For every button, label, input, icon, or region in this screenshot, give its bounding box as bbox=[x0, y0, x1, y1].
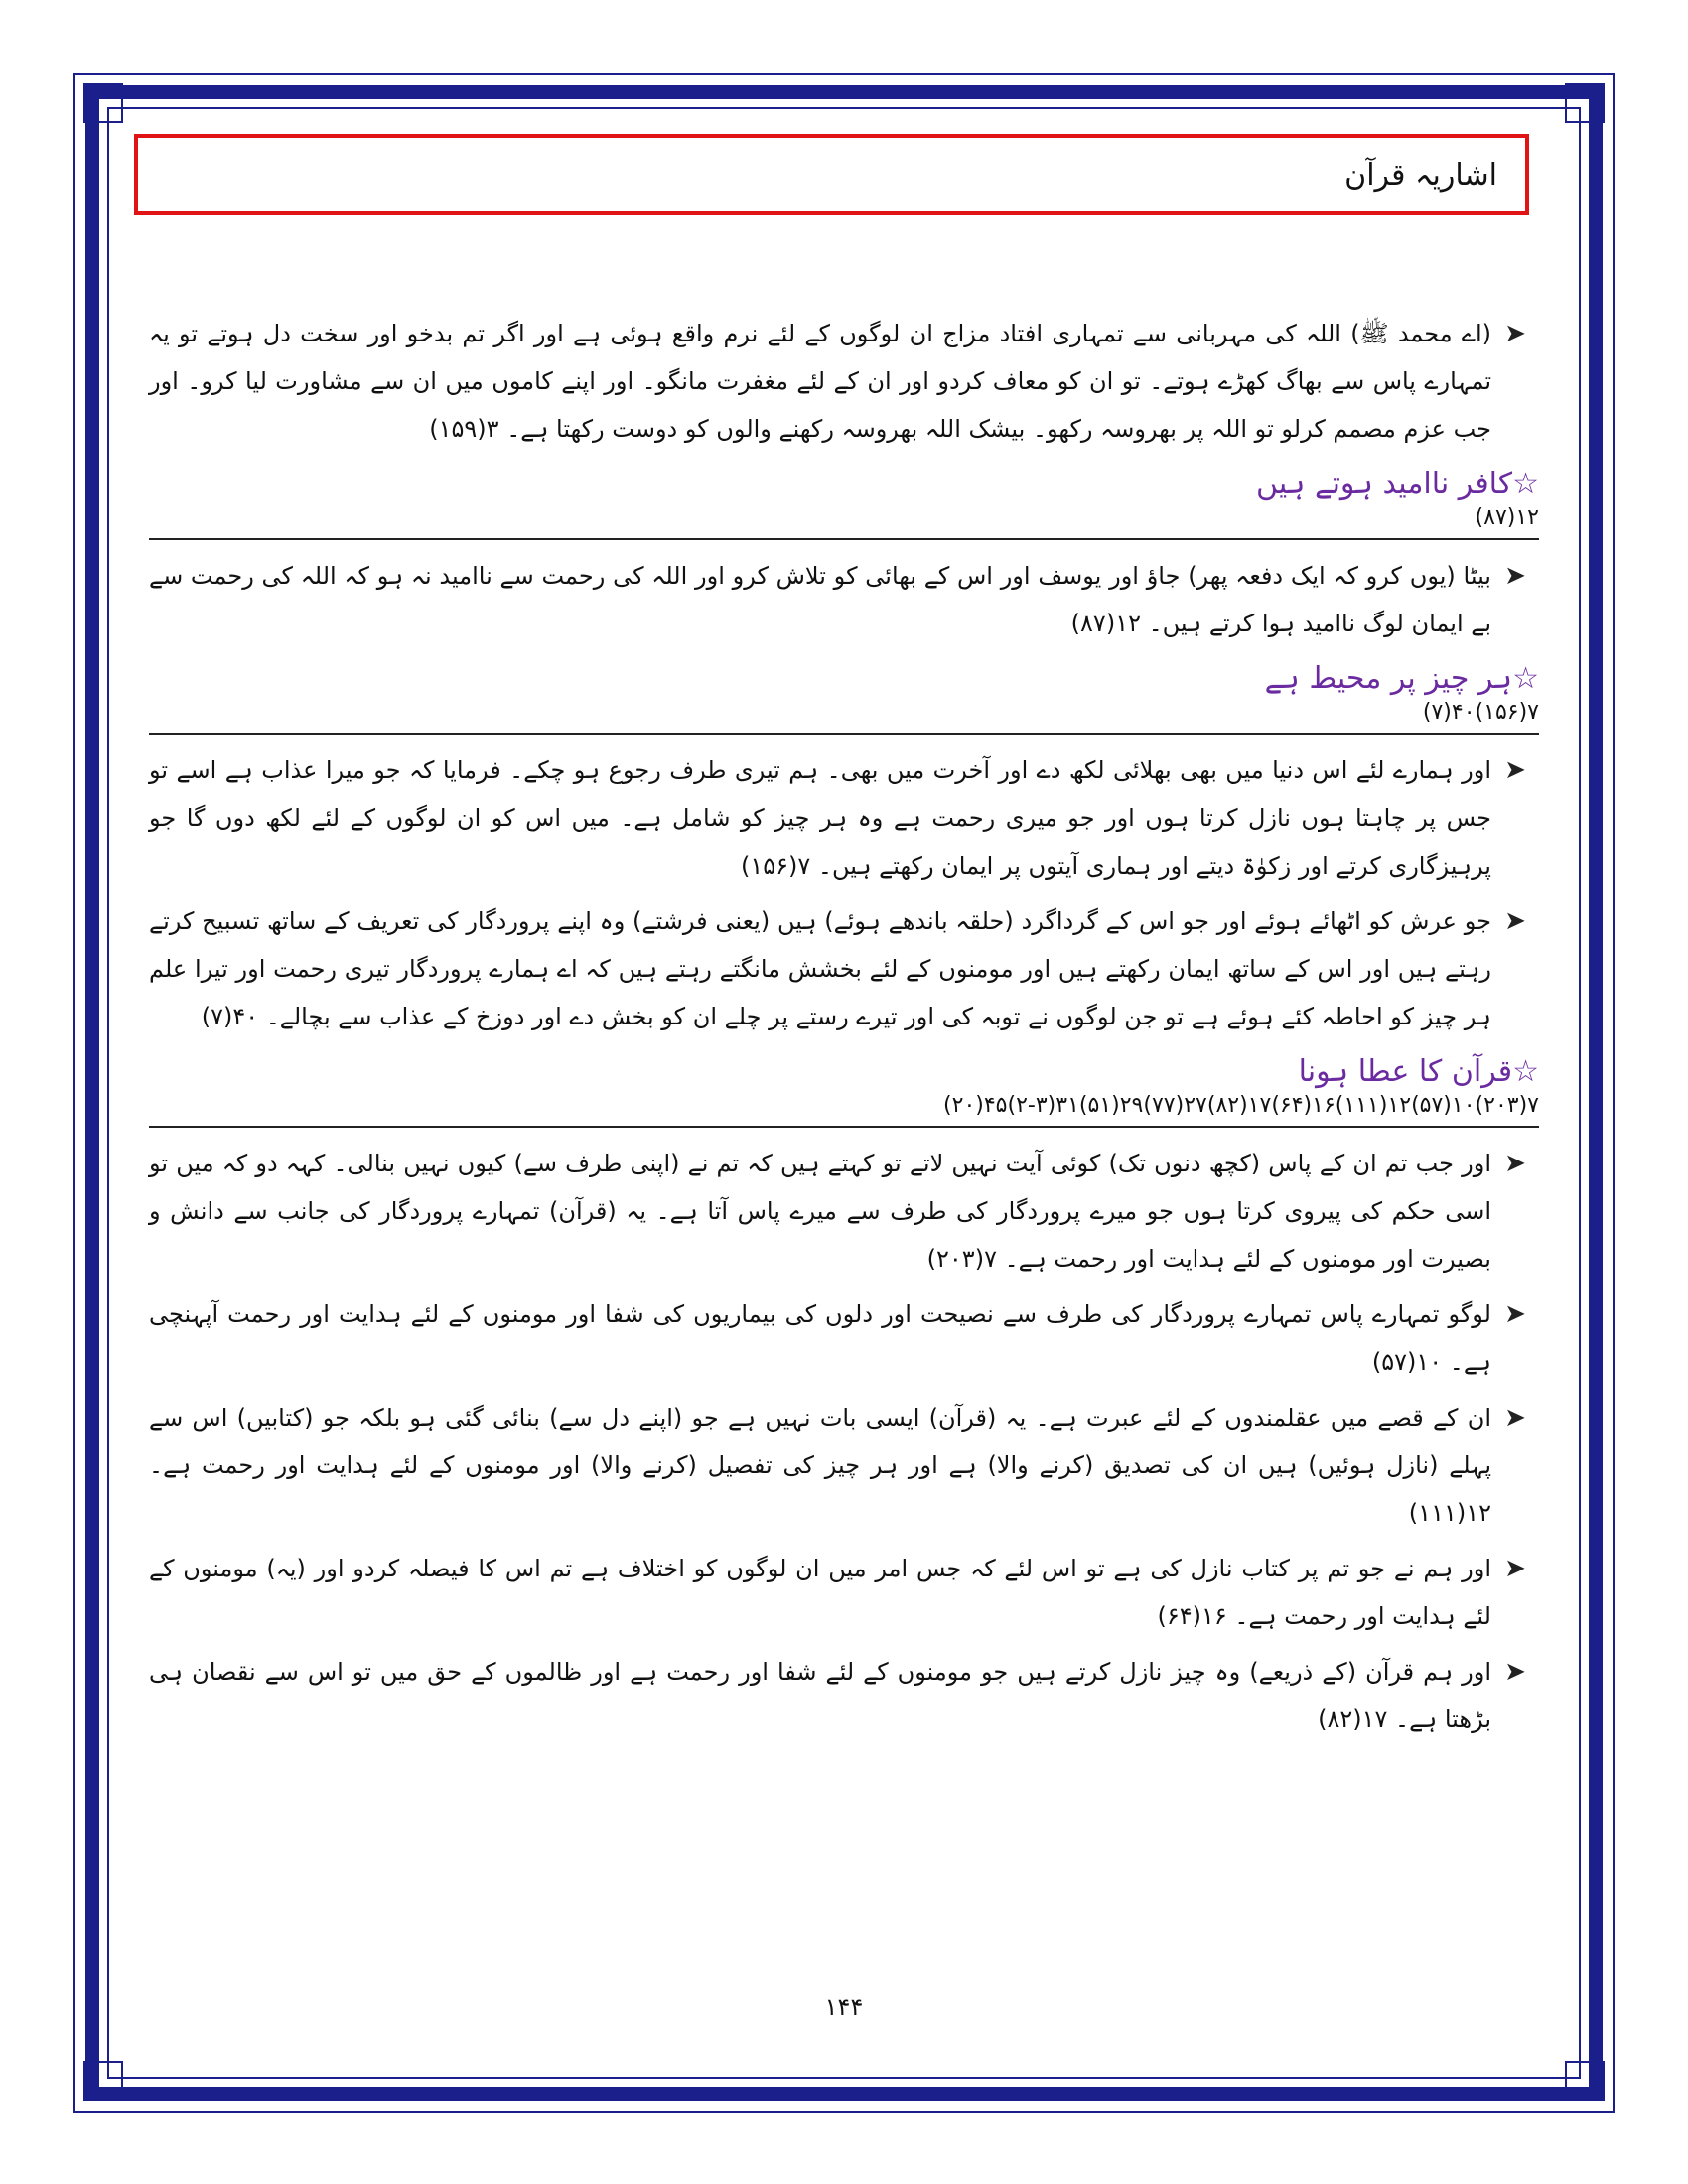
divider bbox=[149, 1126, 1539, 1128]
corner-ornament bbox=[1565, 2061, 1605, 2101]
arrow-bullet-icon: ➤ bbox=[1504, 1299, 1526, 1329]
page-title: اشاریہ قرآن bbox=[1344, 157, 1497, 193]
paragraph-text: (اے محمد ﷺ) اللہ کی مہربانی سے تمہاری افتاد مزاج ان لوگوں کے لئے نرم واقع ہوئی ہے اور اگر تم بدخو اور سخت دل ہوتے تو یہ تمہارے پاس سے بھاگ کھڑے ہوتے۔ تو ان کو معاف کردو اور ان کے لئے مغفرت مانگو۔ اور اپنے کاموں میں ان سے مشاورت لیا کرو۔ اور جب عزم مصمم کرلو تو اللہ پر بھروسہ رکھو۔ بیشک اللہ بھروسہ رکھنے والوں کو دوست رکھتا ہے۔ ۳(۱۵۹) bbox=[149, 320, 1491, 443]
arrow-bullet-icon: ➤ bbox=[1504, 561, 1526, 591]
section-reference: ۷(۱۵۶)۴۰(۷) bbox=[1422, 700, 1539, 725]
section-reference: ۷(۲۰۳)۱۰(۵۷)۱۲(۱۱۱)۱۶(۶۴)۱۷(۸۲)۲۷(۷۷)۲۹(۵۱)۳۱(۲-۳)۴۵(۲۰) bbox=[943, 1093, 1539, 1118]
header-box bbox=[134, 134, 1529, 215]
list-item bbox=[149, 1648, 1539, 1743]
list-item bbox=[149, 897, 1539, 1040]
paragraph-text: اور ہمارے لئے اس دنیا میں بھی بھلائی لکھ دے اور آخرت میں بھی۔ ہم تیری طرف رجوع ہو چکے۔ فرمایا کہ جو میرا عذاب ہے اسے تو جس پر چاہتا ہوں نازل کرتا ہوں اور جو میری رحمت ہے وہ ہر چیز کو شامل ہے۔ میں اس کو ان لوگوں کے لئے لکھ دوں گا جو پرہیزگاری کرتے اور زکوٰۃ دیتے اور ہماری آیتوں پر ایمان رکھتے ہیں۔ ۷(۱۵۶) bbox=[149, 756, 1491, 880]
list-item bbox=[149, 1291, 1539, 1386]
main-content bbox=[149, 310, 1539, 1751]
divider bbox=[149, 538, 1539, 540]
paragraph-text: اور ہم نے جو تم پر کتاب نازل کی ہے تو اس لئے کہ جس امر میں ان لوگوں کو اختلاف ہے تم اس کا فیصلہ کردو اور (یہ) مومنوں کے لئے ہدایت اور رحمت ہے۔ ۱۶(۶۴) bbox=[149, 1555, 1491, 1630]
section-title: ☆کافر ناامید ہوتے ہیں bbox=[1256, 467, 1539, 501]
arrow-bullet-icon: ➤ bbox=[1504, 1149, 1526, 1178]
list-item bbox=[149, 1140, 1539, 1283]
arrow-bullet-icon: ➤ bbox=[1504, 1657, 1526, 1687]
corner-ornament bbox=[1565, 83, 1605, 123]
arrow-bullet-icon: ➤ bbox=[1504, 1554, 1526, 1583]
list-item bbox=[149, 310, 1539, 453]
list-item bbox=[149, 747, 1539, 889]
divider bbox=[149, 733, 1539, 735]
list-item bbox=[149, 552, 1539, 647]
section-reference: ۱۲(۸۷) bbox=[1475, 505, 1539, 530]
arrow-bullet-icon: ➤ bbox=[1504, 1403, 1526, 1433]
paragraph-text: اور جب تم ان کے پاس (کچھ دنوں تک) کوئی آیت نہیں لاتے تو کہتے ہیں کہ تم نے (اپنی طرف سے) کیوں نہیں بنالی۔ کہہ دو کہ میں تو اسی حکم کی پیروی کرتا ہوں جو میرے پروردگار کی طرف سے میرے پاس آتا ہے۔ یہ (قرآن) تمہارے پروردگار کی جانب سے دانش و بصیرت اور مومنوں کے لئے ہدایت اور رحمت ہے۔ ۷(۲۰۳) bbox=[149, 1150, 1491, 1273]
arrow-bullet-icon: ➤ bbox=[1504, 906, 1526, 936]
paragraph-text: جو عرش کو اٹھائے ہوئے اور جو اس کے گرداگرد (حلقہ باندھے ہوئے) ہیں (یعنی فرشتے) وہ اپنے پروردگار کی تعریف کے ساتھ تسبیح کرتے رہتے ہیں اور اس کے ساتھ ایمان رکھتے ہیں اور مومنوں کے لئے بخشش مانگتے رہتے ہیں کہ اے ہمارے پروردگار تیری رحمت اور تیرا علم ہر چیز کو احاطہ کئے ہوئے ہے تو جن لوگوں نے توبہ کی اور تیرے رستے پر چلے ان کو بخش دے اور دوزخ کے عذاب سے بچالے۔ ۴۰(۷) bbox=[149, 907, 1491, 1030]
arrow-bullet-icon: ➤ bbox=[1504, 319, 1526, 348]
list-item bbox=[149, 1394, 1539, 1537]
paragraph-text: ان کے قصے میں عقلمندوں کے لئے عبرت ہے۔ یہ (قرآن) ایسی بات نہیں ہے جو (اپنے دل سے) بنائی گئی ہو بلکہ جو (کتابیں) اس سے پہلے (نازل ہوئیں) ہیں ان کی تصدیق (کرنے والا) ہے اور ہر چیز کی تفصیل (کرنے والا) اور مومنوں کے لئے ہدایت اور رحمت ہے۔ ۱۲(۱۱۱) bbox=[149, 1404, 1491, 1527]
section-quran-bestowed bbox=[149, 1054, 1539, 1743]
section-title: ☆قرآن کا عطا ہونا bbox=[1298, 1054, 1539, 1089]
corner-ornament bbox=[83, 2061, 123, 2101]
section-title: ☆ہر چیز پر محیط ہے bbox=[1264, 661, 1539, 696]
paragraph-text: لوگو تمہارے پاس تمہارے پروردگار کی طرف سے نصیحت اور دلوں کی بیماریوں کی شفا اور مومنوں کے لئے ہدایت اور رحمت آپہنچی ہے۔ ۱۰(۵۷) bbox=[149, 1300, 1491, 1376]
paragraph-text: اور ہم قرآن (کے ذریعے) وہ چیز نازل کرتے ہیں جو مومنوں کے لئے شفا اور رحمت ہے اور ظالموں کے حق میں تو اس سے نقصان ہی بڑھتا ہے۔ ۱۷(۸۲) bbox=[149, 1658, 1491, 1733]
list-item bbox=[149, 1545, 1539, 1640]
page-number: ۱۴۴ bbox=[824, 1993, 864, 2021]
arrow-bullet-icon: ➤ bbox=[1504, 755, 1526, 785]
section-despair bbox=[149, 467, 1539, 647]
corner-ornament bbox=[83, 83, 123, 123]
section-encompasses bbox=[149, 661, 1539, 1040]
paragraph-text: بیٹا (یوں کرو کہ ایک دفعہ پھر) جاؤ اور یوسف اور اس کے بھائی کو تلاش کرو اور اللہ کی رحمت سے ناامید نہ ہو کہ اللہ کی رحمت سے بے ایمان لوگ ناامید ہوا کرتے ہیں۔ ۱۲(۸۷) bbox=[149, 562, 1491, 637]
